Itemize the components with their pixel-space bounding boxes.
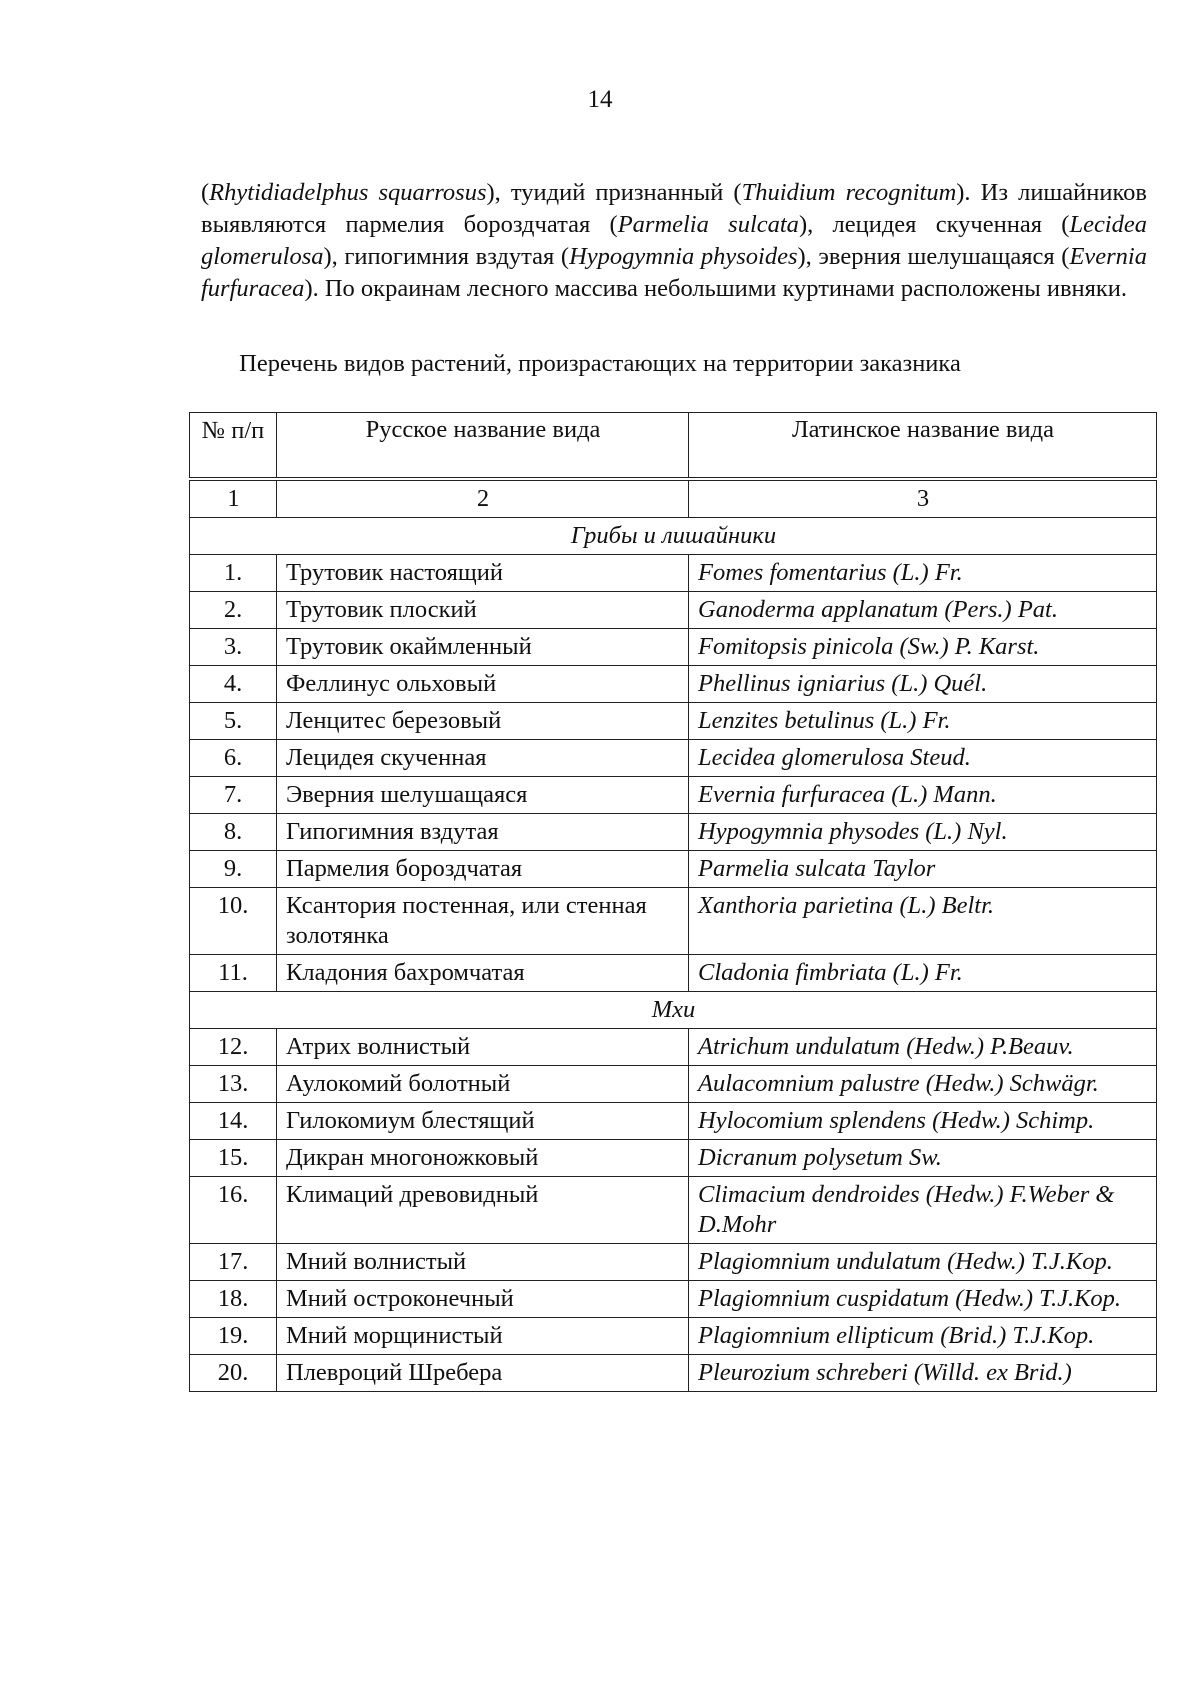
row-number: 12.: [190, 1029, 277, 1066]
russian-name: Эверния шелушащаяся: [277, 777, 689, 814]
latin-name: Plagiomnium undulatum (Hedw.) T.J.Kop.: [689, 1244, 1157, 1281]
row-number: 8.: [190, 814, 277, 851]
column-number: 3: [689, 479, 1157, 518]
table-row: [190, 1244, 1157, 1281]
intro-text: ). Из лишайников выявляются пармелия бороздчатая (: [201, 178, 1147, 238]
table-row: [190, 777, 1157, 814]
row-number: 20.: [190, 1355, 277, 1392]
table-row: [190, 666, 1157, 703]
page-number: 14: [587, 86, 613, 113]
table-row: [190, 888, 1157, 955]
latin-name: Thuidium recognitum: [741, 178, 957, 206]
intro-text: ), лецидея скученная (: [798, 210, 1070, 238]
section-title: Мхи: [190, 992, 1157, 1029]
russian-name: Кладония бахромчатая: [277, 955, 689, 992]
column-number: 2: [277, 479, 689, 518]
russian-name: Климаций древовидный: [277, 1177, 689, 1244]
row-number: 6.: [190, 740, 277, 777]
header-rus: Русское название вида: [277, 413, 689, 480]
russian-name: Гипогимния вздутая: [277, 814, 689, 851]
russian-name: Мний морщинистый: [277, 1318, 689, 1355]
row-number: 14.: [190, 1103, 277, 1140]
russian-name: Мний остроконечный: [277, 1281, 689, 1318]
russian-name: Трутовик настоящий: [277, 555, 689, 592]
table-row: [190, 1355, 1157, 1392]
row-number: 9.: [190, 851, 277, 888]
latin-name: Plagiomnium cuspidatum (Hedw.) T.J.Kop.: [689, 1281, 1157, 1318]
table-row: [190, 703, 1157, 740]
latin-name: Lecidea glomerulosa: [201, 210, 1147, 270]
russian-name: Ленцитес березовый: [277, 703, 689, 740]
table-row: [190, 555, 1157, 592]
russian-name: Феллинус ольховый: [277, 666, 689, 703]
row-number: 15.: [190, 1140, 277, 1177]
latin-name: Climacium dendroides (Hedw.) F.Weber & D.Mohr: [689, 1177, 1157, 1244]
table-row: [190, 814, 1157, 851]
intro-text: ), эверния шелушащаяся (: [797, 242, 1070, 270]
latin-name: Aulacomnium palustre (Hedw.) Schwägr.: [689, 1066, 1157, 1103]
latin-name: Fomitopsis pinicola (Sw.) P. Karst.: [689, 629, 1157, 666]
latin-name: Evernia furfuracea (L.) Mann.: [689, 777, 1157, 814]
latin-name: Plagiomnium ellipticum (Brid.) T.J.Kop.: [689, 1318, 1157, 1355]
latin-name: Pleurozium schreberi (Willd. ex Brid.): [689, 1355, 1157, 1392]
row-number: 2.: [190, 592, 277, 629]
intro-text: (: [201, 178, 210, 206]
table-row: [190, 1029, 1157, 1066]
russian-name: Гилокомиум блестящий: [277, 1103, 689, 1140]
latin-name: Parmelia sulcata Taylor: [689, 851, 1157, 888]
column-number: 1: [190, 479, 277, 518]
row-number: 4.: [190, 666, 277, 703]
row-number: 11.: [190, 955, 277, 992]
row-number: 1.: [190, 555, 277, 592]
table-row: [190, 1318, 1157, 1355]
row-number: 18.: [190, 1281, 277, 1318]
latin-name: Ganoderma applanatum (Pers.) Pat.: [689, 592, 1157, 629]
row-number: 5.: [190, 703, 277, 740]
intro-text: ). По окраинам лесного массива небольшими куртинами расположены ивняки.: [304, 274, 1128, 302]
latin-name: Cladonia fimbriata (L.) Fr.: [689, 955, 1157, 992]
latin-name: Hypogymnia physodes (L.) Nyl.: [689, 814, 1157, 851]
row-number: 19.: [190, 1318, 277, 1355]
russian-name: Ксантория постенная, или стенная золотянка: [277, 888, 689, 955]
russian-name: Плевроций Шребера: [277, 1355, 689, 1392]
table-row: [190, 851, 1157, 888]
species-table: [189, 412, 1157, 1392]
row-number: 17.: [190, 1244, 277, 1281]
latin-name: Fomes fomentarius (L.) Fr.: [689, 555, 1157, 592]
russian-name: Дикран многоножковый: [277, 1140, 689, 1177]
column-number-row: [190, 479, 1157, 518]
intro-paragraph: [201, 177, 1147, 305]
header-num: № п/п: [190, 413, 277, 480]
row-number: 16.: [190, 1177, 277, 1244]
russian-name: Мний волнистый: [277, 1244, 689, 1281]
russian-name: Аулокомий болотный: [277, 1066, 689, 1103]
latin-name: Lenzites betulinus (L.) Fr.: [689, 703, 1157, 740]
table-title: Перечень видов растений, произрастающих на территории заказника: [239, 350, 961, 377]
russian-name: Трутовик плоский: [277, 592, 689, 629]
table-row: [190, 629, 1157, 666]
latin-name: Lecidea glomerulosa Steud.: [689, 740, 1157, 777]
latin-name: Hylocomium splendens (Hedw.) Schimp.: [689, 1103, 1157, 1140]
table-row: [190, 1281, 1157, 1318]
row-number: 7.: [190, 777, 277, 814]
section-header-row: [190, 518, 1157, 555]
header-lat: Латинское название вида: [689, 413, 1157, 480]
table-row: [190, 1140, 1157, 1177]
latin-name: Phellinus igniarius (L.) Quél.: [689, 666, 1157, 703]
latin-name: Atrichum undulatum (Hedw.) P.Beauv.: [689, 1029, 1157, 1066]
table-row: [190, 740, 1157, 777]
intro-text: ), гипогимния вздутая (: [323, 242, 570, 270]
latin-name: Hypogymnia physoides: [569, 242, 798, 270]
latin-name: Xanthoria parietina (L.) Beltr.: [689, 888, 1157, 955]
russian-name: Пармелия бороздчатая: [277, 851, 689, 888]
table-row: [190, 592, 1157, 629]
latin-name: Evernia furfuracea: [201, 242, 1147, 302]
section-header-row: [190, 992, 1157, 1029]
row-number: 13.: [190, 1066, 277, 1103]
russian-name: Трутовик окаймленный: [277, 629, 689, 666]
latin-name: Parmelia sulcata: [617, 210, 799, 238]
table-row: [190, 1177, 1157, 1244]
table-header-row: [190, 413, 1157, 480]
intro-text: ), туидий признанный (: [486, 178, 742, 206]
row-number: 3.: [190, 629, 277, 666]
section-title: Грибы и лишайники: [190, 518, 1157, 555]
row-number: 10.: [190, 888, 277, 955]
latin-name: Rhytidiadelphus squarrosus: [209, 178, 487, 206]
table-row: [190, 1103, 1157, 1140]
table-row: [190, 955, 1157, 992]
latin-name: Dicranum polysetum Sw.: [689, 1140, 1157, 1177]
table-row: [190, 1066, 1157, 1103]
russian-name: Атрих волнистый: [277, 1029, 689, 1066]
russian-name: Лецидея скученная: [277, 740, 689, 777]
